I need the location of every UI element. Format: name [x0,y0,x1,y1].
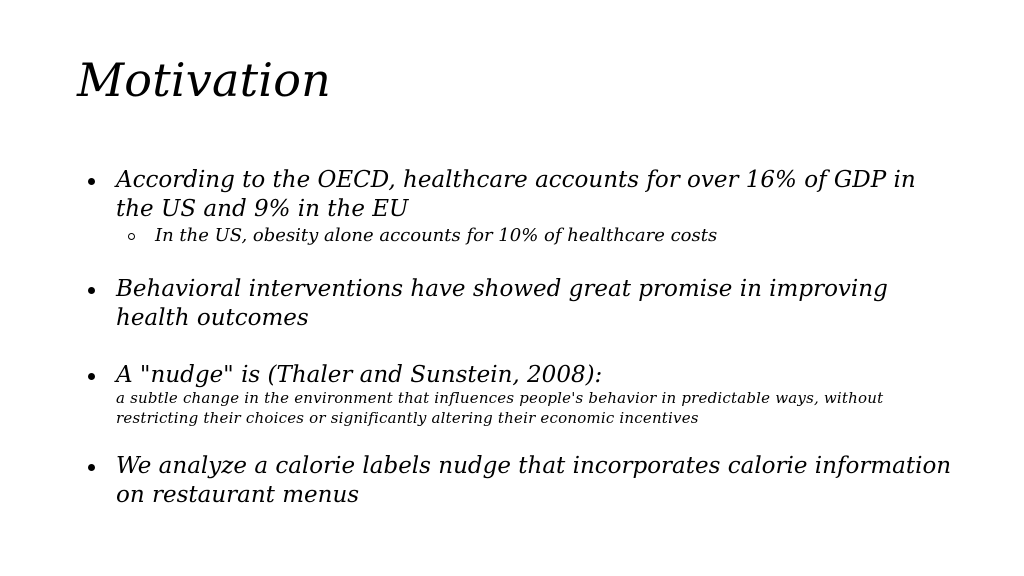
bullet-text: According to the OECD, healthcare accounts for over 16% of GDP in the US and 9% in the EU [116,167,916,222]
bullet-calorie-labels [88,452,958,510]
sub-bullet-obesity [116,223,958,249]
bullet-nudge-definition [88,361,958,428]
bullet-dot-icon [88,178,95,185]
bullet-dot-icon [88,287,95,294]
bullet-list [88,166,958,510]
bullet-healthcare-gdp [88,166,958,249]
bullet-text: A "nudge" is (Thaler and Sunstein, 2008): [116,362,603,388]
bullet-text: We analyze a calorie labels nudge that incorporates calorie information on restaurant menus [116,453,952,508]
hollow-circle-icon [128,233,135,240]
bullet-dot-icon [88,373,95,380]
slide-title: Motivation [77,53,331,107]
sub-bullet-text: In the US, obesity alone accounts for 10% of healthcare costs [155,225,718,246]
bullet-dot-icon [88,464,95,471]
bullet-behavioral-interventions [88,275,958,333]
bullet-text: Behavioral interventions have showed great promise in improving health outcomes [116,276,888,331]
nudge-definition-text: a subtle change in the environment that influences people's behavior in predictable ways, without restricting their choices or significantly altering their economic incentives [116,389,884,427]
